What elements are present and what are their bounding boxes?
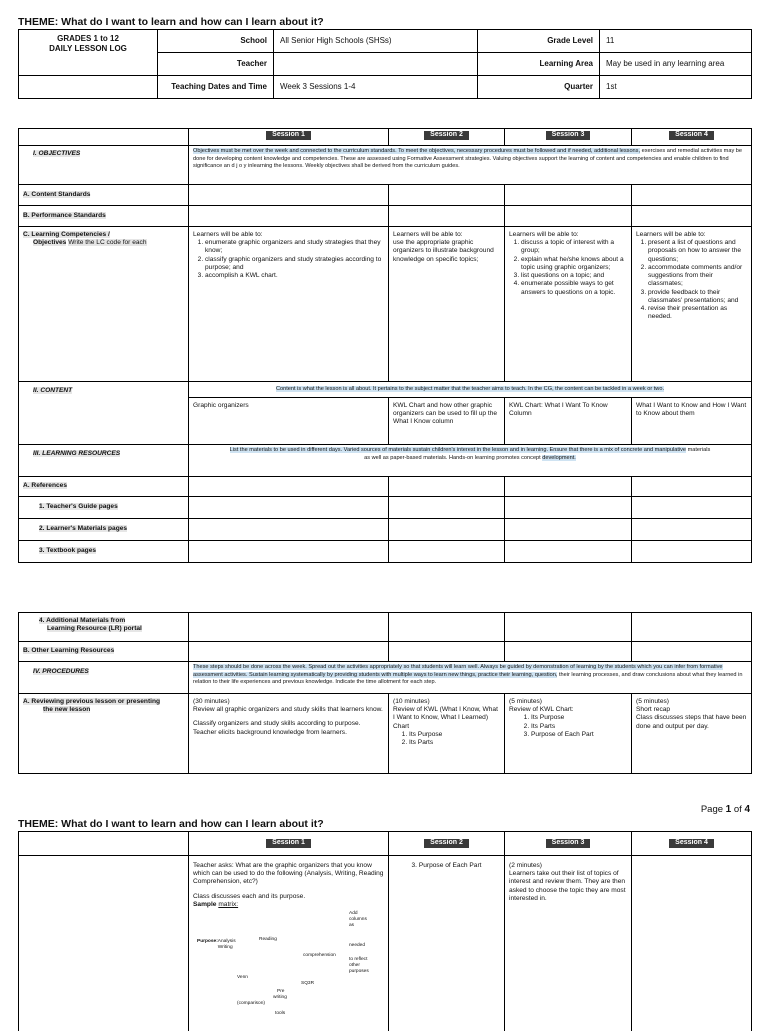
references-label: A. References — [19, 477, 189, 497]
log-title-line-1: GRADES 1 to 12 — [57, 34, 119, 43]
content-standards-label: A. Content Standards — [19, 185, 189, 206]
objectives-label: I. OBJECTIVES — [19, 146, 189, 185]
reviewing-s3: (5 minutes) Review of KWL Chart: 1. Its Purpose 2. Its Parts 3. Purpose of Each Part — [505, 694, 632, 774]
content-label: II. CONTENT — [19, 382, 189, 445]
competencies-label: C. Learning Competencies / Objectives Write the LC code for each — [19, 227, 189, 382]
session-3-header-2: Session 3 — [505, 832, 632, 856]
grade-label: Grade Level — [478, 30, 600, 53]
dates-label: Teaching Dates and Time — [158, 76, 274, 99]
content-s4: What I Want to Know and How I Want to Know about them — [632, 398, 752, 445]
teachers-guide-label: 1. Teacher's Guide pages — [19, 497, 189, 519]
school-label: School — [158, 30, 274, 53]
teacher-label: Teacher — [158, 53, 274, 76]
learners-materials-label: 2. Learner's Materials pages — [19, 519, 189, 541]
session-2-header-2: Session 2 — [389, 832, 505, 856]
sample-matrix: Purpose: Analysis Writing Reading comprehension Add columns as needed to reflect other purposes Venn SQ3R Pre writing (comparison) tools — [197, 911, 369, 1017]
page-number: Page 1 of 4 — [700, 804, 750, 815]
competencies-s4: Learners will be able to: 1. present a list of questions and proposals on how to answer the questions; 2. accommodate comments and/or suggestions from their classmates; 3. provide feedback to their classmates' presentations; and 4. revise their presentation as needed. — [632, 227, 752, 382]
theme-title: THEME: What do I want to learn and how can I learn about it? — [18, 16, 324, 28]
content-s3: KWL Chart: What I Want To Know Column — [505, 398, 632, 445]
objectives-note — [189, 146, 752, 185]
dates-value: Week 3 Sessions 1-4 — [274, 76, 478, 99]
lesson-table-2 — [18, 612, 752, 774]
reviewing-s2: (10 minutes) Review of KWL (What I Know, What I Want to Know, What I Learned) Chart 1. Its Purpose 2. Its Parts — [389, 694, 505, 774]
blank-cell — [19, 76, 158, 99]
procedures-label: IV. PROCEDURES — [19, 662, 189, 694]
competencies-s2: Learners will be able to: use the appropriate graphic organizers to illustrate background knowledge on specific topics; — [389, 227, 505, 382]
corner-cell — [19, 129, 189, 146]
page2-s4 — [632, 856, 752, 1031]
lesson-table-1 — [18, 128, 752, 563]
competencies-s1: Learners will be able to: 1. enumerate graphic organizers and study strategies that they know; 2. classify graphic organizers and study strategies according to purpose; and 3. accomplish a KWL chart. — [189, 227, 389, 382]
session-1-header: Session 1 — [189, 129, 389, 146]
reviewing-label: A. Reviewing previous lesson or presenting the new lesson — [19, 694, 189, 774]
theme-title-page-2: THEME: What do I want to learn and how can I learn about it? — [18, 818, 324, 830]
quarter-value: 1st — [600, 76, 752, 99]
session-1-header-2: Session 1 — [189, 832, 389, 856]
procedures-note: These steps should be done across the week. Spread out the activities appropriately so that students will learn well. Always be guided by demonstration of learning by the students which you can infer from formative assessment activities. Sustain learning systematically by providing students with multiple ways to learn new things, practice their learning, question, their learning processes, and draw conclusions about what they learned in relation to their life experiences and previous knowledge. Indicate the time allotment for each step. — [189, 662, 752, 694]
school-value: All Senior High Schools (SHSs) — [274, 30, 478, 53]
session-4-header-2: Session 4 — [632, 832, 752, 856]
area-label: Learning Area — [478, 53, 600, 76]
content-s2: KWL Chart and how other graphic organizers can be used to fill up the What I Know column — [389, 398, 505, 445]
objectives-note-2: exercises and remedial activities may be done for developing content knowledge and competencies. These are assessed using Formative Assessment strategies. Valuing objectives support the learning of content and competencies and enable children to find significance an d j o y inlearning the lessons. Weekly objectives shall be derived from the curriculum guides. — [193, 148, 743, 170]
teacher-value — [274, 53, 478, 76]
reviewing-s1: (30 minutes) Review all graphic organizers and study skills that learners know. Classify organizers and study skills according to purpose. Teacher elicits background knowledge from learners. — [189, 694, 389, 774]
corner-cell-2 — [19, 832, 189, 856]
competencies-s3: Learners will be able to: 1. discuss a topic of interest with a group; 2. explain what he/she knows about a topic using graphic organizers; 3. list questions on a topic; and 4. enumerate possible ways to get answers to questions on a topic. — [505, 227, 632, 382]
quarter-label: Quarter — [478, 76, 600, 99]
procedures-cont-label — [19, 856, 189, 1031]
session-3-header: Session 3 — [505, 129, 632, 146]
textbook-label: 3. Textbook pages — [19, 541, 189, 563]
lesson-table-3 — [18, 831, 752, 1031]
page2-s2: 3. Purpose of Each Part — [389, 856, 505, 1031]
page2-s3: (2 minutes) Learners take out their list of topics of interest and review them. They are then asked to choose the topic they are most interested in. — [505, 856, 632, 1031]
content-note: Content is what the lesson is all about. It pertains to the subject matter that the teacher aims to teach. In the CG, the content can be tackled in a week or two. — [189, 382, 752, 398]
resources-note: List the materials to be used in different days. Varied sources of materials sustain children's interest in the lesson and in learning. Ensure that there is a mix of concrete and manipulative materials as well as paper-based materials. Hands-on learning promotes concept development. — [189, 445, 752, 477]
session-2-header: Session 2 — [389, 129, 505, 146]
area-value: May be used in any learning area — [600, 53, 752, 76]
other-resources-label: B. Other Learning Resources — [19, 642, 189, 662]
page2-s1: Teacher asks: What are the graphic organizers that you know which can be used to do the following (Analysis, Writing, Reading Comprehension, etc?) Class discusses each and its purpose. Sample matrix: Purpose: Analysis Writing Reading comprehension Add columns as needed to reflect other purposes Venn SQ3R Pre writing (comparison) tools — [189, 856, 389, 1031]
grade-value: 11 — [600, 30, 752, 53]
resources-label: III. LEARNING RESOURCES — [19, 445, 189, 477]
log-title-line-2: DAILY LESSON LOG — [49, 44, 127, 53]
objectives-note-1: Objectives must be met over the week and connected to the curriculum standards. To meet the objectives, necessary procedures must be followed and if needed, additional lessons, — [193, 148, 641, 154]
session-4-header: Session 4 — [632, 129, 752, 146]
log-title — [19, 30, 158, 76]
content-s1: Graphic organizers — [189, 398, 389, 445]
reviewing-s4: (5 minutes) Short recap Class discusses steps that have been done and output per day. — [632, 694, 752, 774]
additional-materials-label: 4. Additional Materials from Learning Resource (LR) portal — [19, 613, 189, 642]
performance-standards-label: B. Performance Standards — [19, 206, 189, 227]
header-table — [18, 29, 752, 99]
